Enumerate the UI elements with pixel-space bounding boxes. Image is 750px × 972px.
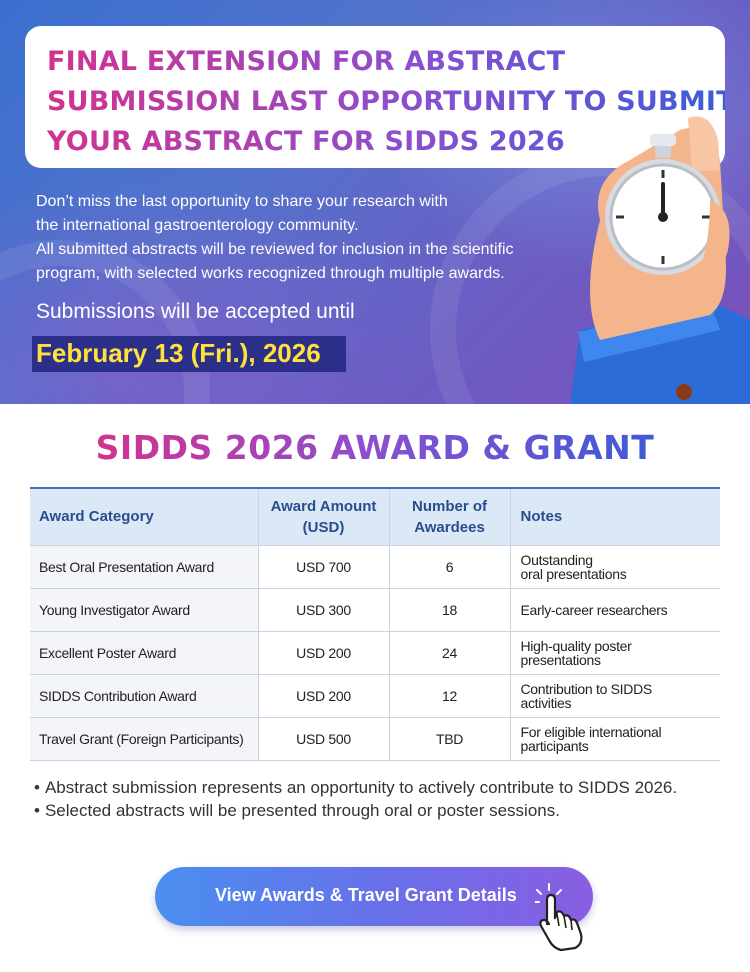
cell-notes [510, 674, 720, 717]
stopwatch-in-hand-icon [560, 100, 750, 404]
cell-amount: USD 500 [258, 717, 389, 760]
notes-line: For eligible international [520, 723, 662, 740]
notes-line: participants [520, 737, 589, 754]
hero-banner [0, 0, 750, 404]
cell-amount: USD 300 [258, 588, 389, 631]
cta-label: View Awards & Travel Grant Details [215, 885, 517, 905]
cell-count: 6 [389, 545, 510, 588]
cell-amount: USD 700 [258, 545, 389, 588]
header-count-line: Awardees [414, 518, 485, 536]
awards-title-text: SIDDS 2026 AWARD & GRANT [95, 428, 655, 467]
awards-table [30, 487, 720, 761]
bullet-item: • Selected abstracts will be presented through oral or poster sessions. [34, 799, 734, 822]
table-row [30, 674, 720, 717]
deadline-highlight [32, 336, 346, 372]
bullet-item: • Abstract submission represents an opportunity to actively contribute to SIDDS 2026. [34, 776, 734, 799]
headline-line: FINAL EXTENSION FOR ABSTRACT [47, 42, 725, 82]
table-row [30, 545, 720, 588]
header-amount-line: (USD) [302, 518, 345, 536]
view-awards-details-button[interactable] [155, 867, 593, 926]
header-award-amount [258, 488, 389, 545]
table-row [30, 717, 720, 760]
table-row [30, 588, 720, 631]
notes-line: Outstanding [520, 551, 593, 568]
description-line: the international gastroenterology community. [36, 217, 359, 234]
description-line: All submitted abstracts will be reviewed for inclusion in the scientific [36, 241, 514, 258]
description-line: program, with selected works recognized through multiple awards. [36, 265, 505, 282]
notes-line: oral presentations [520, 565, 627, 582]
info-bullets [34, 776, 734, 822]
table-header-row [30, 488, 720, 545]
table-row [30, 631, 720, 674]
notes-line: activities [520, 694, 572, 711]
notes-line: presentations [520, 651, 601, 668]
notes-line: Early-career researchers [520, 601, 668, 618]
cell-category: Travel Grant (Foreign Participants) [30, 717, 258, 760]
hero-description [36, 190, 596, 286]
notes-line: Contribution to SIDDS [520, 680, 652, 697]
notes-line: High-quality poster [520, 637, 632, 654]
deadline-date: February 13 (Fri.), 2026 [36, 338, 321, 368]
header-number-of-awardees [389, 488, 510, 545]
cell-notes [510, 545, 720, 588]
cell-count: 18 [389, 588, 510, 631]
header-count-line: Number of [412, 497, 487, 515]
cell-count: TBD [389, 717, 510, 760]
awards-section-title [0, 424, 750, 472]
accept-until-text: Submissions will be accepted until [36, 300, 355, 323]
headline-line: YOUR ABSTRACT FOR SIDDS 2026 [47, 122, 725, 162]
header-amount-line: Award Amount [270, 497, 377, 515]
header-award-category: Award Category [30, 488, 258, 545]
cell-category: SIDDS Contribution Award [30, 674, 258, 717]
cell-notes [510, 588, 720, 631]
cell-category: Young Investigator Award [30, 588, 258, 631]
cell-category: Best Oral Presentation Award [30, 545, 258, 588]
cell-count: 24 [389, 631, 510, 674]
cell-amount: USD 200 [258, 631, 389, 674]
headline-line: SUBMISSION LAST OPPORTUNITY TO SUBMIT [47, 82, 725, 122]
header-notes: Notes [510, 488, 720, 545]
cell-count: 12 [389, 674, 510, 717]
pointer-hand-icon [535, 882, 599, 952]
cell-notes [510, 717, 720, 760]
description-line: Don’t miss the last opportunity to share your research with [36, 193, 448, 210]
cell-amount: USD 200 [258, 674, 389, 717]
cell-category: Excellent Poster Award [30, 631, 258, 674]
cell-notes [510, 631, 720, 674]
